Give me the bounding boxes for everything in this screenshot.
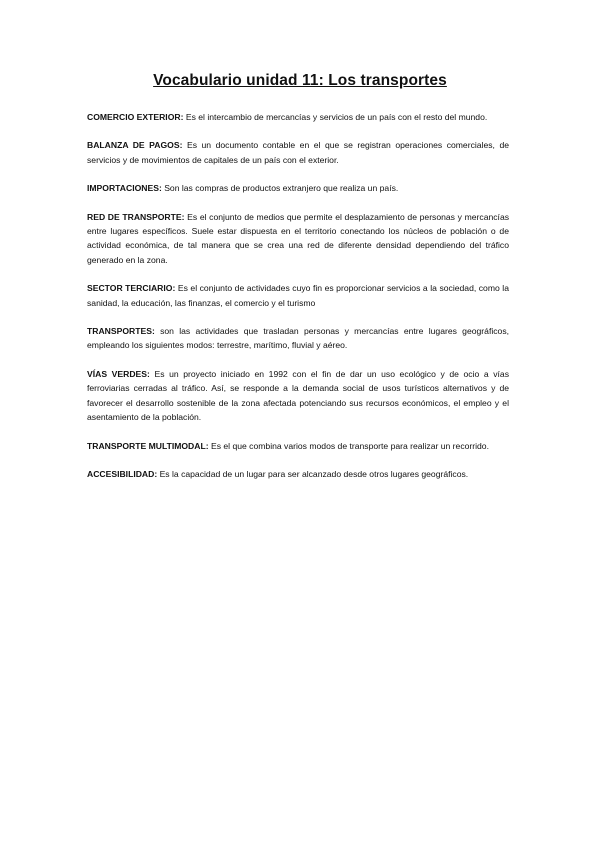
entry-term: TRANSPORTE MULTIMODAL (87, 440, 206, 451)
entry-separator: : (181, 211, 188, 222)
entry-term: COMERCIO EXTERIOR (87, 112, 181, 122)
entry-definition: Es el que combina varios modos de transporte para realizar un recorrido. (210, 440, 489, 451)
vocabulary-entry (87, 281, 509, 310)
entry-definition: Son las compras de productos extranjero que realiza un país. (164, 183, 399, 194)
entry-definition: Es un proyecto iniciado en 1992 con el fin de dar un uso ecológico y de ocio a vías ferroviarias cerradas al tráfico. Así, se responde a la demanda social de usos turísticos alternativos y de favorecer el desarrollo sostenible de la zona afectada potenciando sus recursos económicos, el empleo y el asentamiento de la población. (87, 368, 509, 423)
vocabulary-entry (87, 439, 509, 453)
entry-separator: : (172, 283, 178, 294)
entry-separator: : (154, 468, 160, 479)
entry-term: VÍAS VERDES (87, 368, 147, 379)
vocabulary-entry (87, 138, 509, 167)
entry-separator: : (151, 326, 161, 337)
entry-term: SECTOR TERCIARIO (87, 283, 173, 294)
vocabulary-entry (87, 467, 509, 481)
vocabulary-entry (87, 181, 509, 195)
entry-separator: : (158, 183, 165, 194)
entry-definition: Es la capacidad de un lugar para ser alcanzado desde otros lugares geográficos. (159, 468, 469, 479)
vocabulary-entry (87, 324, 509, 353)
entry-term: BALANZA DE PAGOS (87, 140, 180, 151)
entry-separator: : (179, 140, 187, 151)
entry-separator: : (180, 112, 186, 122)
entry-term: TRANSPORTES (87, 326, 152, 337)
entry-definition: son las actividades que trasladan personas y mercancías entre lugares geográficos, empleando los siguientes modos: terrestre, marítimo, fluvial y aéreo. (87, 326, 510, 351)
page-title: Vocabulario unidad 11: Los transportes (153, 72, 447, 89)
vocabulary-list (87, 110, 509, 481)
vocabulary-entry (87, 110, 509, 124)
entry-definition: Es el conjunto de medios que permite el desplazamiento de personas y mercancías entre lugares específicos. Suele estar dispuesta en el territorio conectando los núcleos de población o de actividad económica, de tal manera que se crea una red de diferente densidad dependiendo del tráfico generado en la zona. (87, 211, 510, 265)
entry-definition: Es el conjunto de actividades cuyo fin es proporcionar servicios a la sociedad, como la sanidad, la educación, las finanzas, el comercio y el turismo (87, 283, 509, 308)
entry-definition: Es un documento contable en el que se registran operaciones comerciales, de servicios y de movimientos de capitales de un país con el exterior. (87, 140, 510, 165)
vocabulary-entry (87, 210, 509, 268)
entry-separator: : (205, 440, 211, 451)
entry-term: IMPORTACIONES (87, 183, 159, 194)
entry-term: RED DE TRANSPORTE (87, 211, 182, 222)
entry-separator: : (147, 368, 155, 379)
vocabulary-entry (87, 367, 509, 425)
entry-term: ACCESIBILIDAD (87, 468, 155, 479)
entry-definition: Es el intercambio de mercancías y servicios de un país con el resto del mundo. (185, 112, 488, 122)
